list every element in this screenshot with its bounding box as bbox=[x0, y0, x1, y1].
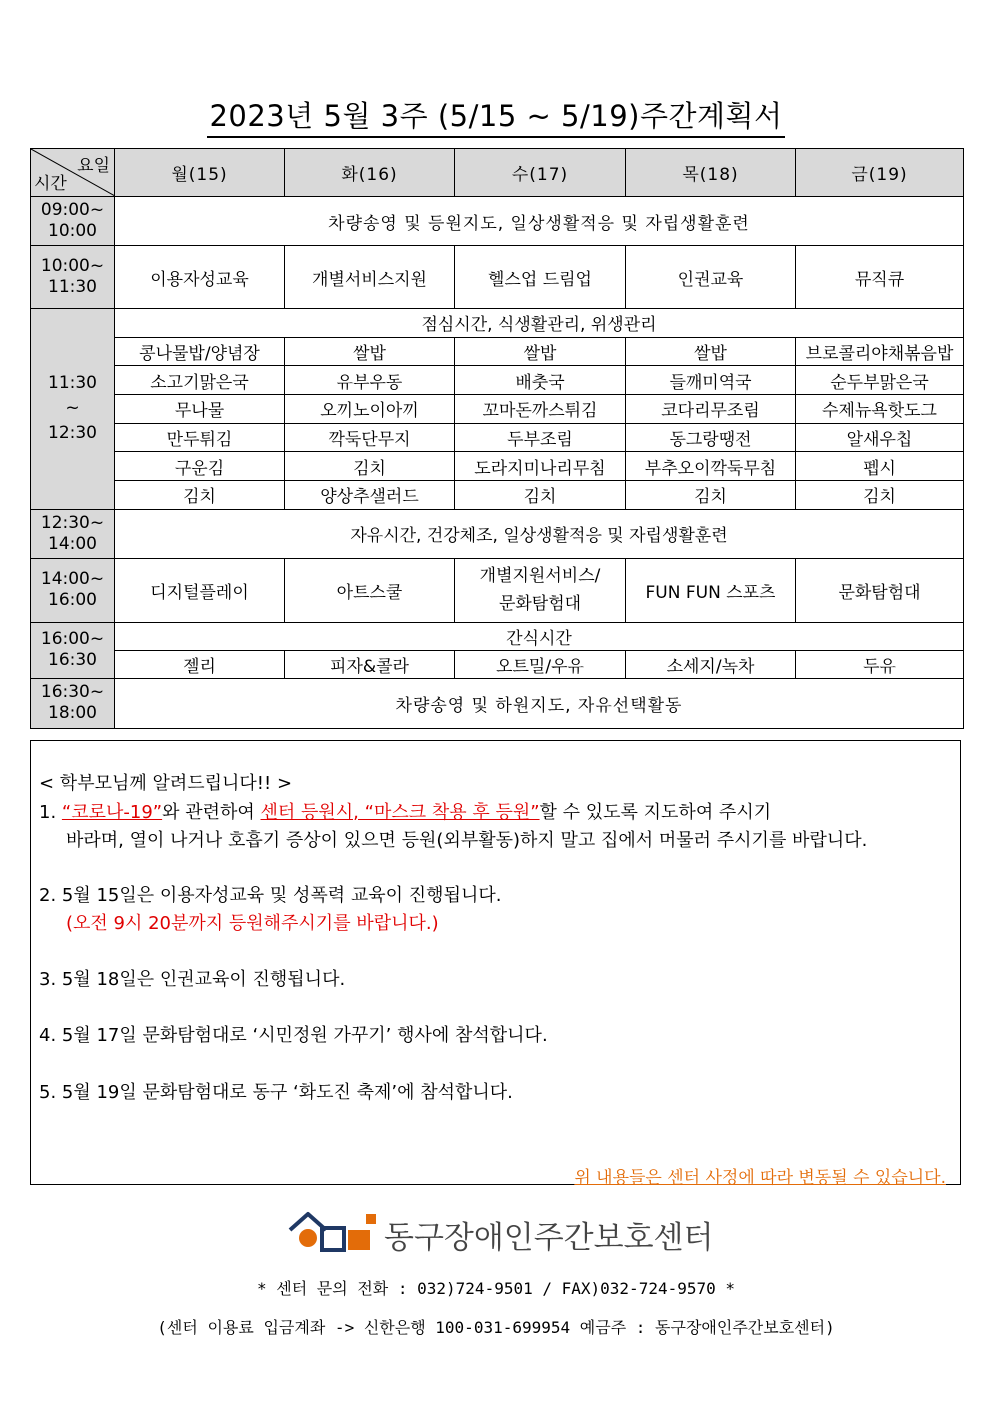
activity-mon: 디지털플레이 bbox=[115, 558, 285, 622]
menu-item: 소고기맑은국 bbox=[115, 366, 285, 395]
menu-item: 부추오이깍둑무침 bbox=[626, 452, 796, 481]
menu-item: 깍둑단무지 bbox=[285, 423, 455, 452]
bank-account: (센터 이용료 입금계좌 -> 신한은행 100-031-699954 예금주 : 동구장애인주간보호센터) bbox=[157, 1318, 835, 1337]
activity-tue: 개별서비스지원 bbox=[285, 246, 455, 309]
activity-tue: 아트스쿨 bbox=[285, 558, 455, 622]
notice-item-4: 4. 5월 17일 문화탐험대로 ‘시민정원 가꾸기’ 행사에 참석합니다. bbox=[39, 1025, 548, 1046]
menu-row bbox=[31, 423, 964, 452]
row-0900 bbox=[31, 197, 964, 246]
time-cell: 10:00~ 11:30 bbox=[31, 246, 115, 309]
menu-row bbox=[31, 481, 964, 510]
contact-phone: * 센터 문의 전화 : 032)724-9501 / FAX)032-724-9570 * bbox=[256, 1279, 736, 1298]
menu-item: 순두부맑은국 bbox=[796, 366, 964, 395]
row-1000 bbox=[31, 246, 964, 309]
time-cell: 14:00~ 16:00 bbox=[31, 558, 115, 622]
menu-item: 구운김 bbox=[115, 452, 285, 481]
day-header-wed: 수(17) bbox=[455, 149, 626, 197]
menu-item: 김치 bbox=[455, 481, 626, 510]
snack-row bbox=[31, 650, 964, 678]
snack-item: 오트밀/우유 bbox=[455, 650, 626, 678]
menu-item: 꼬마돈까스튀김 bbox=[455, 395, 626, 424]
menu-row bbox=[31, 395, 964, 424]
row-1400 bbox=[31, 558, 964, 622]
menu-item: 동그랑땡전 bbox=[626, 423, 796, 452]
notice-item-2-note: (오전 9시 20분까지 등원해주시기를 바랍니다.) bbox=[66, 913, 439, 934]
center-logo bbox=[288, 1208, 714, 1256]
menu-item: 유부우동 bbox=[285, 366, 455, 395]
org-name: 동구장애인주간보호센터 bbox=[384, 1220, 714, 1256]
time-cell: 09:00~ 10:00 bbox=[31, 197, 115, 246]
lunch-heading: 점심시간, 식생활관리, 위생관리 bbox=[115, 309, 964, 338]
menu-item: 김치 bbox=[796, 481, 964, 510]
menu-item: 쌀밥 bbox=[285, 337, 455, 366]
snack-item: 피자&콜라 bbox=[285, 650, 455, 678]
activity-wed: 개별지원서비스/ 문화탐험대 bbox=[455, 558, 626, 622]
menu-item: 쌀밥 bbox=[626, 337, 796, 366]
menu-row bbox=[31, 366, 964, 395]
menu-row bbox=[31, 337, 964, 366]
activity-all-days: 자유시간, 건강체조, 일상생활적응 및 자립생활훈련 bbox=[115, 509, 964, 558]
snack-item: 두유 bbox=[796, 650, 964, 678]
change-disclaimer: 위 내용들은 센터 사정에 따라 변동될 수 있습니다. bbox=[574, 1168, 946, 1188]
time-cell: 16:30~ 18:00 bbox=[31, 678, 115, 728]
menu-item: 배춧국 bbox=[455, 366, 626, 395]
day-header-thu: 목(18) bbox=[626, 149, 796, 197]
activity-fri: 문화탐험대 bbox=[796, 558, 964, 622]
notice-item-1-line2: 바라며, 열이 나거나 호흡기 증상이 있으면 등원(외부활동)하지 말고 집에서 머물러 주시기를 바랍니다. bbox=[66, 830, 868, 851]
header-row bbox=[31, 149, 964, 197]
day-header-fri: 금(19) bbox=[796, 149, 964, 197]
menu-row bbox=[31, 452, 964, 481]
menu-item: 알새우칩 bbox=[796, 423, 964, 452]
snack-heading-row bbox=[31, 622, 964, 650]
snack-item: 소세지/녹차 bbox=[626, 650, 796, 678]
activity-all-days: 차량송영 및 하원지도, 자유선택활동 bbox=[115, 678, 964, 728]
document-title: 2023년 5월 3주 (5/15 ~ 5/19)주간계획서 bbox=[0, 96, 992, 138]
notice-item-2: 2. 5월 15일은 이용자성교육 및 성폭력 교육이 진행됩니다. bbox=[39, 885, 502, 906]
menu-item: 수제뉴욕핫도그 bbox=[796, 395, 964, 424]
menu-item: 쌀밥 bbox=[455, 337, 626, 366]
snack-item: 젤리 bbox=[115, 650, 285, 678]
time-cell: 12:30~ 14:00 bbox=[31, 509, 115, 558]
activity-thu: 인권교육 bbox=[626, 246, 796, 309]
activity-fri: 뮤직큐 bbox=[796, 246, 964, 309]
snack-heading: 간식시간 bbox=[115, 622, 964, 650]
menu-item: 만두튀김 bbox=[115, 423, 285, 452]
menu-item: 코다리무조림 bbox=[626, 395, 796, 424]
time-cell: 11:30 ~ 12:30 bbox=[31, 309, 115, 510]
menu-item: 김치 bbox=[115, 481, 285, 510]
menu-item: 김치 bbox=[285, 452, 455, 481]
day-header-tue: 화(16) bbox=[285, 149, 455, 197]
menu-item: 김치 bbox=[626, 481, 796, 510]
house-logo-icon bbox=[288, 1208, 380, 1254]
corner-day-label: 요일 bbox=[77, 156, 110, 176]
menu-item: 오끼노이아끼 bbox=[285, 395, 455, 424]
menu-item: 펩시 bbox=[796, 452, 964, 481]
notice-item-5: 5. 5월 19일 문화탐험대로 동구 ‘화도진 축제’에 참석합니다. bbox=[39, 1082, 513, 1103]
menu-item: 들깨미역국 bbox=[626, 366, 796, 395]
notice-item-1: 1. “코로나-19”와 관련하여 센터 등원시, “마스크 착용 후 등원”할 수 있도록 지도하여 주시기 bbox=[39, 802, 772, 823]
activity-wed: 헬스업 드림업 bbox=[455, 246, 626, 309]
notice-item-3: 3. 5월 18일은 인권교육이 진행됩니다. bbox=[39, 969, 346, 990]
activity-all-days: 차량송영 및 등원지도, 일상생활적응 및 자립생활훈련 bbox=[115, 197, 964, 246]
activity-thu: FUN FUN 스포츠 bbox=[626, 558, 796, 622]
notice-box bbox=[30, 740, 961, 1188]
row-1230 bbox=[31, 509, 964, 558]
menu-item: 콩나물밥/양념장 bbox=[115, 337, 285, 366]
corner-cell bbox=[31, 149, 115, 197]
weekly-schedule-table bbox=[30, 148, 964, 729]
activity-mon: 이용자성교육 bbox=[115, 246, 285, 309]
menu-item: 양상추샐러드 bbox=[285, 481, 455, 510]
menu-item: 도라지미나리무침 bbox=[455, 452, 626, 481]
row-1630 bbox=[31, 678, 964, 728]
corner-time-label: 시간 bbox=[34, 174, 67, 194]
menu-item: 두부조림 bbox=[455, 423, 626, 452]
time-cell: 16:00~ 16:30 bbox=[31, 622, 115, 678]
day-header-mon: 월(15) bbox=[115, 149, 285, 197]
menu-item: 무나물 bbox=[115, 395, 285, 424]
notice-heading: < 학부모님께 알려드립니다!! > bbox=[39, 773, 293, 794]
lunch-heading-row bbox=[31, 309, 964, 338]
menu-item: 브로콜리야채볶음밥 bbox=[796, 337, 964, 366]
